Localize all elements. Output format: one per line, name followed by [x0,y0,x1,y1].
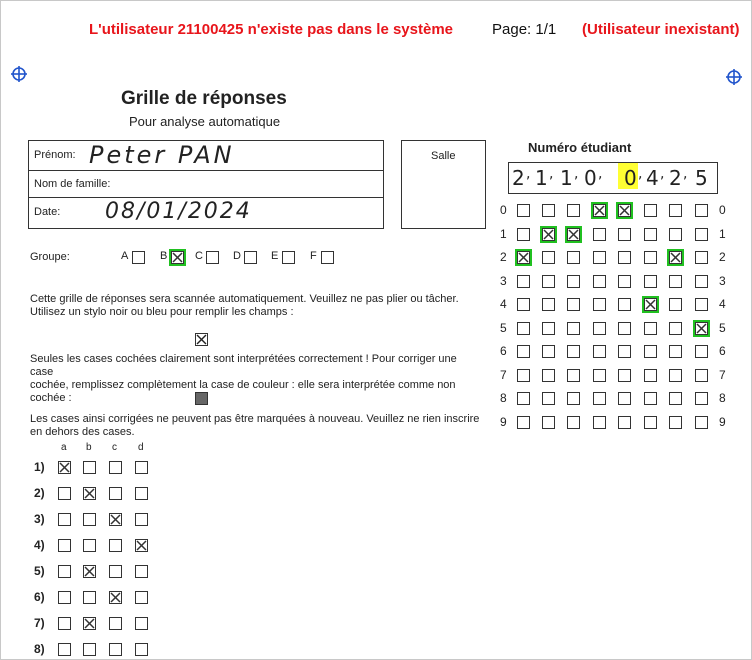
answer-box-b[interactable] [83,487,96,500]
question-label: 4) [34,538,45,552]
answer-box-b[interactable] [83,461,96,474]
digit-box[interactable] [517,204,530,217]
groupe-option-label: E [271,250,279,262]
answer-column-label: d [138,442,144,453]
digit-box[interactable] [567,392,580,405]
digit-box[interactable] [517,416,530,429]
digit-box[interactable] [695,392,708,405]
digit-box[interactable] [618,298,631,311]
digit-box[interactable] [669,204,682,217]
question-label: 2) [34,486,45,500]
answer-box-a[interactable] [58,617,71,630]
digit-box[interactable] [644,392,657,405]
digit-box[interactable] [517,228,530,241]
digit-box[interactable] [567,298,580,311]
answer-box-d[interactable] [135,643,148,656]
digit-box[interactable] [593,345,606,358]
date-label: Date: [34,206,61,218]
digit-box[interactable] [593,251,606,264]
digit-box[interactable] [517,392,530,405]
grid-row-label: 8 [719,391,726,405]
answer-box-a[interactable] [58,591,71,604]
digit-box[interactable] [593,275,606,288]
answer-column-label: c [112,442,117,453]
error-message: L'utilisateur 21100425 n'existe pas dans le système [89,21,453,38]
digit-box[interactable] [593,416,606,429]
grid-row-label: 4 [719,297,726,311]
grid-row-label: 0 [500,203,507,217]
groupe-option-d[interactable] [244,251,257,264]
grid-row-label: 5 [719,321,726,335]
detected-mark-highlight [667,249,684,266]
check-cross-icon [196,334,207,345]
prenom-row [29,141,383,171]
grid-row-label: 4 [500,297,507,311]
digit-separator: , [660,166,665,182]
digit-box[interactable] [695,204,708,217]
prenom-value: Peter PAN [89,141,235,169]
grid-row-label: 0 [719,203,726,217]
identity-box [28,140,384,229]
digit-box[interactable] [669,416,682,429]
sheet-subtitle: Pour analyse automatique [129,114,281,129]
answer-box-a[interactable] [58,565,71,578]
grid-row-label: 9 [500,415,507,429]
answer-box-d[interactable] [135,487,148,500]
digit-box[interactable] [644,416,657,429]
grid-row-label: 8 [500,391,507,405]
digit-box[interactable] [669,298,682,311]
question-label: 1) [34,460,45,474]
grid-row-label: 3 [719,274,726,288]
nom-row [29,170,383,198]
question-label: 8) [34,642,45,656]
detected-mark-highlight [693,320,710,337]
question-label: 7) [34,616,45,630]
digit-box[interactable] [644,251,657,264]
answer-box-d[interactable] [135,565,148,578]
nom-label: Nom de famille: [34,178,111,190]
answer-box-a[interactable] [58,513,71,526]
answer-box-b[interactable] [83,617,96,630]
groupe-option-label: A [121,250,129,262]
grid-row-label: 6 [719,344,726,358]
answer-box-c[interactable] [109,487,122,500]
digit-box[interactable] [618,228,631,241]
digit-box[interactable] [644,322,657,335]
digit-separator: , [638,166,643,182]
digit-box[interactable] [669,275,682,288]
digit-box[interactable] [542,204,555,217]
answer-box-c[interactable] [109,617,122,630]
answer-box-a[interactable] [58,461,71,474]
detected-mark-highlight [591,202,608,219]
digit-box[interactable] [669,322,682,335]
status-badge: (Utilisateur inexistant) [582,21,740,38]
digit-box[interactable] [593,298,606,311]
digit-box[interactable] [593,228,606,241]
registration-mark-icon [11,66,27,82]
digit-box[interactable] [644,345,657,358]
instruction-line: en dehors des cases. [30,426,135,438]
detected-mark-highlight [565,226,582,243]
digit-box[interactable] [695,345,708,358]
digit-box[interactable] [567,251,580,264]
groupe-label: Groupe: [30,251,70,263]
digit-box[interactable] [593,322,606,335]
question-label: 5) [34,564,45,578]
question-label: 3) [34,512,45,526]
registration-mark-icon [726,69,742,85]
digit-box[interactable] [644,228,657,241]
answer-box-d[interactable] [135,539,148,552]
digit-box[interactable] [695,416,708,429]
salle-box [401,140,486,229]
answer-box-c[interactable] [109,461,122,474]
digit-box[interactable] [542,416,555,429]
answer-column-label: b [86,442,92,453]
answer-box-b[interactable] [83,591,96,604]
salle-label: Salle [431,150,456,162]
check-cross-icon [58,461,71,474]
digit-box[interactable] [567,369,580,382]
grid-row-label: 1 [719,227,726,241]
student-number-digit: 0 [584,166,597,190]
answer-box-b[interactable] [83,565,96,578]
digit-box[interactable] [695,275,708,288]
page-indicator: Page: 1/1 [492,21,557,38]
detected-mark-highlight [169,249,186,266]
digit-box[interactable] [618,369,631,382]
digit-box[interactable] [644,369,657,382]
sheet-title: Grille de réponses [121,88,287,109]
answer-box-d[interactable] [135,617,148,630]
example-filled-box [195,392,208,405]
check-cross-icon [83,617,96,630]
student-number-title: Numéro étudiant [528,140,632,155]
instructions-paragraph-2 [30,353,480,405]
instruction-line: Utilisez un stylo noir ou bleu pour remplir les champs : [30,306,294,318]
grid-row-label: 6 [500,344,507,358]
grid-row-label: 7 [719,368,726,382]
answer-box-c[interactable] [109,565,122,578]
groupe-option-label: C [195,250,203,262]
prenom-label: Prénom: [34,149,76,161]
digit-box[interactable] [695,298,708,311]
answer-box-b[interactable] [83,513,96,526]
answer-box-d[interactable] [135,513,148,526]
digit-separator: , [526,166,531,182]
instructions-paragraph-1 [30,293,480,319]
instruction-line: cochée : [30,392,72,404]
example-checked-box [195,333,208,346]
digit-box[interactable] [695,369,708,382]
check-cross-icon [83,565,96,578]
digit-box[interactable] [618,392,631,405]
instruction-line: Cette grille de réponses sera scannée automatiquement. Veuillez ne pas plier ou tâcher. [30,293,459,305]
answer-box-d[interactable] [135,461,148,474]
digit-box[interactable] [593,392,606,405]
digit-box[interactable] [695,228,708,241]
student-number-digit: 1 [535,166,548,190]
answer-box-c[interactable] [109,539,122,552]
grid-row-label: 1 [500,227,507,241]
grid-row-label: 3 [500,274,507,288]
check-cross-icon [135,539,148,552]
digit-box[interactable] [644,275,657,288]
instruction-line: cochée, remplissez complètement la case de couleur : elle sera interprétée comme non [30,379,456,391]
digit-box[interactable] [542,251,555,264]
digit-box[interactable] [669,392,682,405]
digit-box[interactable] [618,322,631,335]
digit-box[interactable] [542,392,555,405]
check-cross-icon [83,487,96,500]
digit-separator: , [549,166,554,182]
digit-box[interactable] [517,369,530,382]
groupe-option-c[interactable] [206,251,219,264]
student-number-digit: 2 [512,166,525,190]
answer-box-b[interactable] [83,539,96,552]
digit-box[interactable] [567,275,580,288]
digit-box[interactable] [669,228,682,241]
answer-box-a[interactable] [58,539,71,552]
student-number-digit: 4 [646,166,659,190]
digit-box[interactable] [618,275,631,288]
digit-box[interactable] [618,416,631,429]
digit-box[interactable] [567,416,580,429]
digit-box[interactable] [644,204,657,217]
digit-box[interactable] [618,345,631,358]
digit-separator: , [683,166,688,182]
grid-row-label: 9 [719,415,726,429]
check-cross-icon [109,591,122,604]
digit-box[interactable] [517,298,530,311]
digit-box[interactable] [542,345,555,358]
digit-box[interactable] [542,369,555,382]
student-number-digit: 1 [560,166,573,190]
groupe-option-label: F [310,250,317,262]
digit-box[interactable] [567,204,580,217]
instructions-paragraph-3 [30,413,480,439]
groupe-option-label: B [160,250,168,262]
answer-box-c[interactable] [109,643,122,656]
check-cross-icon [109,513,122,526]
grid-row-label: 2 [719,250,726,264]
groupe-option-a[interactable] [132,251,145,264]
detected-mark-highlight [540,226,557,243]
answer-box-c[interactable] [109,591,122,604]
digit-box[interactable] [567,322,580,335]
groupe-option-e[interactable] [282,251,295,264]
digit-box[interactable] [542,322,555,335]
digit-box[interactable] [593,369,606,382]
answer-box-d[interactable] [135,591,148,604]
groupe-option-label: D [233,250,241,262]
digit-box[interactable] [517,322,530,335]
digit-box[interactable] [618,251,631,264]
answer-column-label: a [61,442,67,453]
answer-box-a[interactable] [58,643,71,656]
digit-box[interactable] [669,345,682,358]
answer-box-a[interactable] [58,487,71,500]
digit-box[interactable] [567,345,580,358]
instruction-line: Seules les cases cochées clairement sont interprétées correctement ! Pour corriger une case [30,353,457,378]
digit-box[interactable] [517,345,530,358]
answer-box-b[interactable] [83,643,96,656]
detected-mark-highlight [616,202,633,219]
digit-box[interactable] [542,275,555,288]
status-bar [0,21,752,39]
date-row [29,198,383,227]
answer-box-c[interactable] [109,513,122,526]
student-number-digit: 0 [624,166,637,190]
detected-mark-highlight [515,249,532,266]
digit-separator: , [574,166,579,182]
groupe-option-f[interactable] [321,251,334,264]
student-number-digit: 2 [669,166,682,190]
digit-box[interactable] [695,251,708,264]
detected-mark-highlight [642,296,659,313]
grid-row-label: 2 [500,250,507,264]
instruction-line: Les cases ainsi corrigées ne peuvent pas être marquées à nouveau. Veuillez ne rien inscrire [30,413,480,425]
grid-row-label: 5 [500,321,507,335]
question-label: 6) [34,590,45,604]
digit-box[interactable] [542,298,555,311]
date-value: 08/01/2024 [105,199,252,224]
digit-box[interactable] [517,275,530,288]
digit-box[interactable] [669,369,682,382]
grid-row-label: 7 [500,368,507,382]
digit-separator: , [598,166,603,182]
student-number-digit: 5 [695,166,708,190]
